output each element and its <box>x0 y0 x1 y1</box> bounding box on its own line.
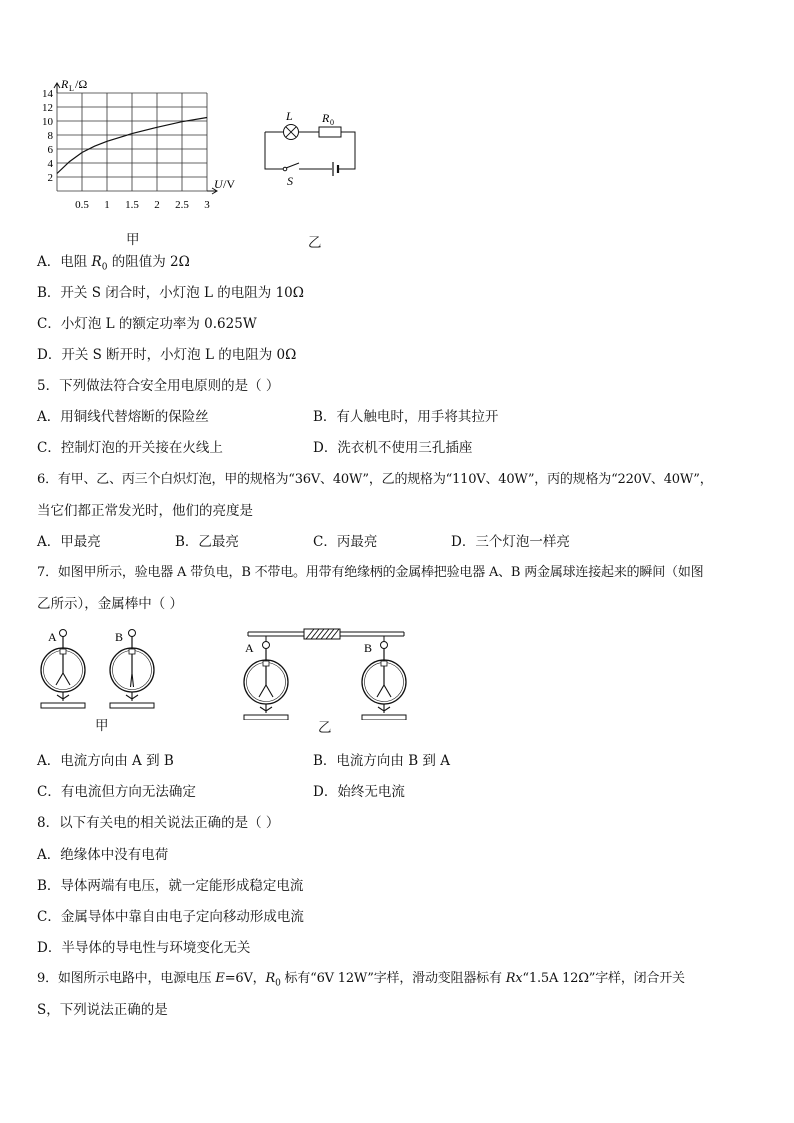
q5-option-c: C．控制灯泡的开关接在火线上 <box>37 440 223 456</box>
y-axis-subscript: L <box>69 84 74 93</box>
q7-option-d: D．始终无电流 <box>313 784 405 800</box>
x-axis-unit: /V <box>223 177 235 191</box>
q9-stem-line1: 9．如图所示电路中，电源电压 E=6V，$R_0$ 标有“6V 12W”字样，滑动变阻器标有 Rx“1.5A 12Ω”字样，闭合开关 <box>37 971 685 989</box>
x-tick-label: 0.5 <box>75 199 89 211</box>
q8-option-b: B．导体两端有电压，就一定能形成稳定电流 <box>37 878 304 894</box>
q4-option-d: D．开关 S 断开时，小灯泡 L 的电阻为 0Ω <box>37 347 297 363</box>
q7-figure-caption-yi: 乙 <box>318 720 332 736</box>
resistor-subscript: 0 <box>330 118 334 127</box>
q6-stem-line2: 当它们都正常发光时，他们的亮度是 <box>37 503 253 519</box>
q9-stem-line2: S，下列说法正确的是 <box>37 1002 168 1018</box>
q7-option-a: A．电流方向由 A 到 B <box>37 753 174 769</box>
q7-stem-line1: 7．如图甲所示，验电器 A 带负电，B 不带电。用带有绝缘柄的金属棒把验电器 A、B 两金属球连接起来的瞬间（如图 <box>37 565 704 580</box>
q7-option-c: C．有电流但方向无法确定 <box>37 784 196 800</box>
graph-grid <box>54 83 217 194</box>
q5-option-b: B．有人触电时，用手将其拉开 <box>313 409 499 425</box>
switch-label: S <box>287 174 293 188</box>
lamp-label: L <box>286 109 293 123</box>
x-tick-label: 3 <box>204 199 210 211</box>
q7-stem-line2: 乙所示），金属棒中（ ） <box>37 596 184 612</box>
q6-option-c: C．丙最亮 <box>313 534 378 550</box>
q4-option-b: B．开关 S 闭合时，小灯泡 L 的电阻为 10Ω <box>37 285 304 301</box>
y-tick-label: 2 <box>47 172 53 184</box>
x-axis-label: U <box>214 177 223 191</box>
y-tick-label: 10 <box>42 116 53 128</box>
battery-symbol <box>333 162 338 176</box>
q5-stem: 5．下列做法符合安全用电原则的是（ ） <box>37 378 280 394</box>
q6-option-b: B．乙最亮 <box>175 534 239 550</box>
x-tick-label: 1 <box>104 199 110 211</box>
q7-option-b: B．电流方向由 B 到 A <box>313 753 450 769</box>
y-tick-label: 6 <box>47 144 53 156</box>
q7-figure-caption-jia: 甲 <box>95 718 109 734</box>
q8-option-c: C．金属导体中靠自由电子定向移动形成电流 <box>37 909 304 925</box>
y-tick-label: 14 <box>42 88 53 100</box>
switch-symbol <box>283 163 299 171</box>
q6-stem-line1: 6．有甲、乙、丙三个白炽灯泡，甲的规格为“36V、40W”，乙的规格为“110V、40W”，丙的规格为“220V、40W”， <box>37 472 713 487</box>
scope-label-a-right: A <box>245 641 254 655</box>
resistor-symbol <box>319 127 341 137</box>
scope-label-b-right: B <box>364 641 373 655</box>
q6-option-d: D．三个灯泡一样亮 <box>451 534 570 550</box>
q6-option-a: A．甲最亮 <box>37 534 101 550</box>
x-tick-label: 2 <box>154 199 160 211</box>
q8-stem: 8．以下有关电的相关说法正确的是（ ） <box>37 815 280 831</box>
lamp-symbol <box>284 125 299 140</box>
circuit-diagram <box>255 105 370 190</box>
resistor-label: R <box>322 111 330 125</box>
q8-option-d: D．半导体的导电性与环境变化无关 <box>37 940 251 956</box>
q8-option-a: A．绝缘体中没有电荷 <box>37 847 169 863</box>
q5-option-d: D．洗衣机不使用三孔插座 <box>313 440 473 456</box>
y-axis-label: R <box>61 77 69 91</box>
y-tick-label: 8 <box>47 130 53 142</box>
q5-option-a: A．用铜线代替熔断的保险丝 <box>37 409 209 425</box>
q4-option-a: A．电阻 $R_0$ 的阻值为 2Ω <box>37 254 190 273</box>
insulating-handle <box>304 629 340 639</box>
y-tick-label: 4 <box>47 158 53 170</box>
scope-label-a-left: A <box>48 630 57 644</box>
y-axis-unit: /Ω <box>75 77 88 91</box>
electroscope-figure <box>38 625 418 720</box>
q4-option-c: C．小灯泡 L 的额定功率为 0.625W <box>37 316 257 332</box>
figure-caption-yi: 乙 <box>308 235 322 251</box>
x-tick-label: 1.5 <box>125 199 139 211</box>
resistance-voltage-graph <box>30 72 245 222</box>
y-tick-label: 12 <box>42 102 53 114</box>
scope-label-b-left: B <box>115 630 124 644</box>
figure-caption-jia: 甲 <box>126 232 140 248</box>
x-tick-label: 2.5 <box>175 199 189 211</box>
